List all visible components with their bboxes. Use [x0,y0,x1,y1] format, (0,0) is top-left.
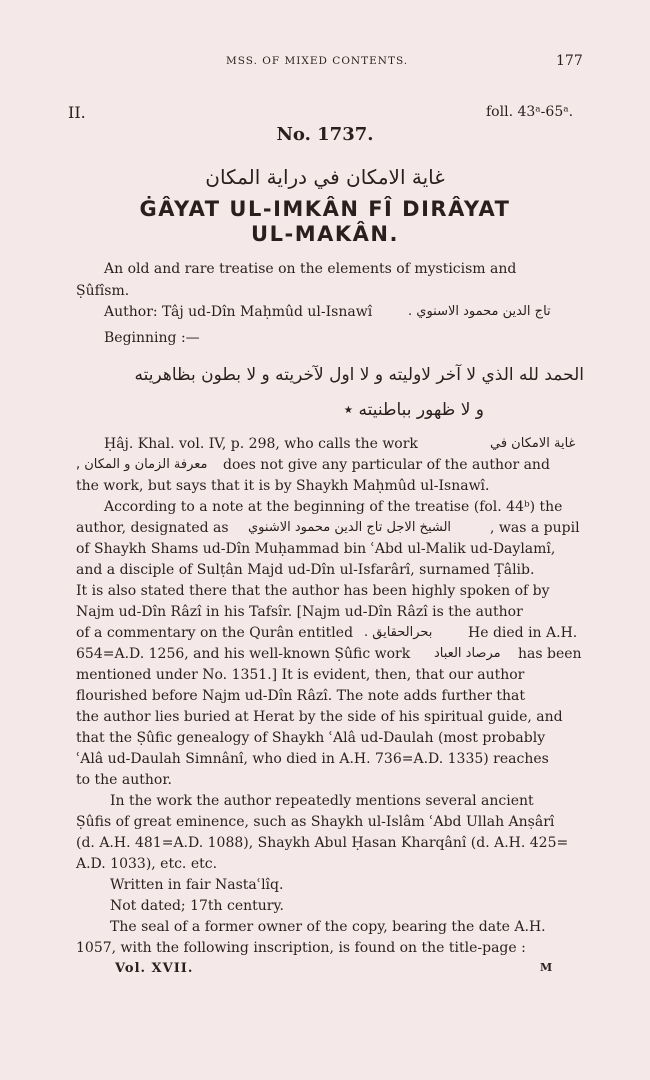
para2-line-13: ʿAlâ ud-Daulah Simnânî, who died in A.H. 736=A.D. 1335) reaches [76,751,549,767]
para2-line-10: flourished before Najm ud-Dîn Râzî. The note adds further that [76,688,526,704]
para2-line-12: that the Ṣûfic genealogy of Shaykh ʿAlâ ud-Daulah (most probably [76,730,546,746]
para2-line-2-arabic: الشيخ الاجل تاج الدين محمود الاشنوي [248,520,452,535]
para2-line-1: According to a note at the beginning of the treatise (fol. 44ᵇ) the [104,499,563,515]
seal-line-1: The seal of a former owner of the copy, bearing the date A.H. [110,919,546,935]
written-note: Written in fair Nastaʿlîq. [110,877,284,893]
para2-line-8a: 654=A.D. 1256, and his well-known Ṣûfic work [76,646,411,662]
para2-line-9: mentioned under No. 1351.] It is evident, then, that our author [76,667,525,683]
page-number: 177 [556,53,583,69]
para2-line-5: It is also stated there that the author has been highly spoken of by [76,583,550,599]
dated-note: Not dated; 17th century. [110,898,284,914]
entry-title [0,197,650,247]
para2-line-2a: author, designated as [76,520,229,536]
para2-line-2b: , was a pupil [490,520,580,536]
para2-line-8b: has been [518,646,582,662]
para2-line-7b: He died in A.H. [468,625,578,641]
para1-line-1-arabic: غاية الامكان في [490,436,576,451]
running-title: MSS. OF MIXED CONTENTS. [226,55,409,67]
para2-line-3: of Shaykh Shams ud-Dîn Muḥammad bin ʿAbd ul-Malik ud-Daylamî, [76,541,556,557]
para2-line-11: the author lies buried at Herat by the side of his spiritual guide, and [76,709,563,725]
section-number: II. [68,103,86,122]
para2-line-4: and a disciple of Sulṭân Majd ud-Dîn ul-Isfarârî, surnamed Ṭâlib. [76,562,535,578]
author-label: Author: Tâj ud-Dîn Maḥmûd ul-Isnawî [104,304,373,320]
para1-line-2b: does not give any particular of the author and [223,457,550,473]
para1-line-2-arabic: معرفة الزمان و المكان , [76,457,208,472]
title-line-2: UL-MAKÂN. [251,222,399,246]
title-line-1: ĠÂYAT UL-IMKÂN FÎ DIRÂYAT [139,197,511,221]
para2-line-7-arabic: بحرالحقايق . [364,625,433,640]
folio-range: foll. 43ᵃ-65ᵃ. [486,104,574,120]
signature-mark: M [540,961,553,974]
entry-number: No. 1737. [276,124,374,145]
para3-line-3: (d. A.H. 481=A.D. 1088), Shaykh Abul Ḥasan Kharqânî (d. A.H. 425= [76,835,569,851]
beginning-arabic-2: و لا ظهور بباطنيته ٭ [343,400,484,420]
author-arabic: تاج الدين محمود الاسنوي . [408,304,551,319]
arabic-title: غاية الامكان في دراية المكان [205,165,445,189]
beginning-arabic-1: الحمد لله الذي لا آخر لاوليته و لا اول لآخريته و لا بطون بظاهريته [134,365,584,385]
para2-line-14: to the author. [76,772,172,788]
volume-label: Vol. XVII. [115,961,194,976]
para1-line-1a: Ḥâj. Khal. vol. IV, p. 298, who calls the work [104,436,418,452]
para1-line-3: the work, but says that it is by Shaykh Maḥmûd ul-Isnawî. [76,478,490,494]
para3-line-1: In the work the author repeatedly mentions several ancient [110,793,534,809]
para2-line-7a: of a commentary on the Qurân entitled [76,625,354,641]
description-line-1: An old and rare treatise on the elements of mysticism and [104,261,517,277]
para3-line-2: Ṣûfis of great eminence, such as Shaykh ul-Islâm ʿAbd Ullah Anṣârî [76,814,555,830]
para3-line-4: A.D. 1033), etc. etc. [76,856,218,872]
description-line-2: Ṣûfîsm. [76,283,130,299]
seal-line-2: 1057, with the following inscription, is found on the title-page : [76,940,526,956]
para2-line-6: Najm ud-Dîn Râzî in his Tafsîr. [Najm ud-Dîn Râzî is the author [76,604,523,620]
para2-line-8-arabic: مرصاد العباد [434,646,501,661]
beginning-label: Beginning :— [104,330,200,346]
